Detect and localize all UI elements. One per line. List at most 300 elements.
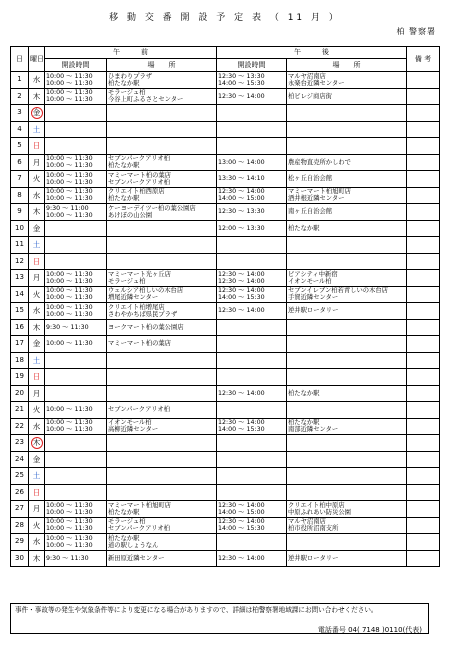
pm-place-cell	[287, 336, 407, 353]
day-cell: 27	[11, 501, 29, 518]
pm-hours-line: 12:30 ～ 14:00	[218, 92, 265, 100]
remarks-cell	[407, 253, 440, 270]
am-place-line: 増尾近隣センター	[108, 294, 159, 302]
am-place-line: 柏たなか駅	[108, 162, 140, 170]
table-row	[11, 435, 440, 452]
pm-place-cell	[287, 72, 407, 89]
am-place-cell	[107, 121, 217, 138]
pm-hours-cell	[217, 352, 287, 369]
pm-place-line: 農産物直売所かしわで	[288, 158, 351, 166]
am-place-cell	[107, 517, 217, 534]
pm-hours-line: 14:00 ～ 15:30	[218, 294, 265, 302]
weekday-cell: 木	[29, 88, 45, 105]
pm-hours-cell	[217, 303, 287, 320]
am-place-line: 道の駅しょうなん	[108, 541, 159, 549]
pm-hours-cell	[217, 72, 287, 89]
am-hours-line: 10:00 ～ 11:30	[46, 155, 93, 163]
table-row	[11, 88, 440, 105]
am-hours-cell	[45, 204, 107, 221]
am-hours-line: 9:30 ～ 11:30	[46, 554, 89, 562]
pm-hours-line: 14:00 ～ 15:00	[218, 195, 265, 203]
police-station-name: 柏 警察署	[396, 27, 436, 36]
pm-hours-line: 12:30 ～ 14:00	[218, 501, 265, 509]
weekday-cell	[29, 105, 45, 122]
day-cell: 25	[11, 468, 29, 485]
pm-place-cell	[287, 237, 407, 254]
pm-place-cell	[287, 385, 407, 402]
day-cell: 22	[11, 418, 29, 435]
table-row	[11, 204, 440, 221]
am-hours-cell	[45, 237, 107, 254]
am-hours-cell	[45, 138, 107, 155]
pm-hours-cell	[217, 451, 287, 468]
am-hours-cell	[45, 270, 107, 287]
am-hours-line: 10:00 ～ 11:30	[46, 287, 93, 295]
am-place-cell	[107, 286, 217, 303]
weekday-cell: 金	[29, 336, 45, 353]
pm-place-cell	[287, 319, 407, 336]
weekday-cell: 水	[29, 303, 45, 320]
pm-place-cell	[287, 286, 407, 303]
pm-place-cell	[287, 369, 407, 386]
header-remarks: 備 考	[407, 47, 440, 72]
remarks-cell	[407, 336, 440, 353]
remarks-cell	[407, 550, 440, 567]
am-place-line: ケーヨーデイツー柏の葉公園店	[108, 204, 196, 212]
am-place-cell	[107, 319, 217, 336]
am-place-line: ヨークマート柏の葉公園店	[108, 323, 184, 331]
remarks-cell	[407, 402, 440, 419]
table-row	[11, 451, 440, 468]
table-row	[11, 253, 440, 270]
day-cell: 26	[11, 484, 29, 501]
remarks-cell	[407, 517, 440, 534]
am-place-cell	[107, 270, 217, 287]
pm-place-cell	[287, 88, 407, 105]
am-place-line: クリエイト柏西原店	[108, 188, 165, 196]
pm-hours-line: 12:30 ～ 14:00	[218, 307, 265, 315]
weekday-cell: 火	[29, 171, 45, 188]
am-hours-line: 10:00 ～ 11:30	[46, 501, 93, 509]
remarks-cell	[407, 451, 440, 468]
am-place-line: 新田原近隣センター	[108, 554, 165, 562]
pm-place-cell	[287, 352, 407, 369]
remarks-cell	[407, 468, 440, 485]
day-cell: 3	[11, 105, 29, 122]
pm-hours-cell	[217, 220, 287, 237]
day-cell: 14	[11, 286, 29, 303]
am-hours-cell	[45, 154, 107, 171]
weekday-cell: 金	[29, 451, 45, 468]
am-hours-line: 10:00 ～ 11:30	[46, 72, 93, 80]
weekday-cell: 土	[29, 468, 45, 485]
pm-hours-cell	[217, 187, 287, 204]
table-row	[11, 369, 440, 386]
am-place-line: マミーマート柏旭町店	[108, 501, 171, 509]
pm-place-cell	[287, 402, 407, 419]
pm-hours-cell	[217, 270, 287, 287]
weekday-cell: 木	[29, 204, 45, 221]
pm-place-line: 酒井根近隣センター	[288, 195, 345, 203]
schedule-table	[10, 46, 440, 567]
weekday-cell: 水	[29, 72, 45, 89]
table-row	[11, 352, 440, 369]
am-place-cell	[107, 369, 217, 386]
am-hours-line: 9:30 ～ 11:30	[46, 323, 89, 331]
pm-hours-cell	[217, 105, 287, 122]
day-cell: 24	[11, 451, 29, 468]
weekday-cell: 月	[29, 385, 45, 402]
day-cell: 28	[11, 517, 29, 534]
am-hours-line: 10:00 ～ 11:30	[46, 270, 93, 278]
pm-place-line: イオンモール柏	[288, 277, 332, 285]
table-row	[11, 187, 440, 204]
table-row	[11, 501, 440, 518]
weekday-cell: 日	[29, 253, 45, 270]
remarks-cell	[407, 270, 440, 287]
am-place-cell	[107, 352, 217, 369]
am-place-cell	[107, 451, 217, 468]
am-place-line: モラージュ柏	[108, 277, 146, 285]
pm-hours-cell	[217, 385, 287, 402]
pm-hours-cell	[217, 534, 287, 551]
pm-hours-line: 12:30 ～ 14:00	[218, 389, 265, 397]
am-hours-cell	[45, 105, 107, 122]
pm-place-line: ピアシティ中新宿	[288, 270, 338, 278]
pm-place-line: マルヤ沼南店	[288, 72, 326, 80]
pm-place-cell	[287, 435, 407, 452]
day-cell: 30	[11, 550, 29, 567]
pm-hours-line: 12:30 ～ 14:00	[218, 270, 265, 278]
am-place-line: モラージュ柏	[108, 518, 146, 526]
am-place-cell	[107, 468, 217, 485]
pm-hours-cell	[217, 88, 287, 105]
remarks-cell	[407, 138, 440, 155]
am-hours-cell	[45, 451, 107, 468]
day-cell: 7	[11, 171, 29, 188]
am-hours-line: 10:00 ～ 11:30	[46, 211, 93, 219]
am-hours-cell	[45, 468, 107, 485]
am-place-cell	[107, 171, 217, 188]
am-hours-cell	[45, 369, 107, 386]
pm-hours-line: 12:30 ～ 14:00	[218, 518, 265, 526]
weekday-cell: 火	[29, 517, 45, 534]
am-place-line: セブンパークアリオ柏	[108, 155, 170, 163]
am-hours-cell	[45, 72, 107, 89]
weekday-cell: 土	[29, 121, 45, 138]
am-hours-cell	[45, 286, 107, 303]
pm-hours-cell	[217, 369, 287, 386]
weekday-cell: 日	[29, 138, 45, 155]
am-place-cell	[107, 237, 217, 254]
pm-place-cell	[287, 121, 407, 138]
pm-hours-cell	[217, 138, 287, 155]
weekday-cell: 月	[29, 270, 45, 287]
am-place-cell	[107, 72, 217, 89]
am-place-line: モラージュ柏	[108, 89, 146, 97]
header-am-hours: 開設時間	[45, 59, 107, 72]
pm-place-cell	[287, 171, 407, 188]
am-place-line: クリエイト柏増尾店	[108, 303, 165, 311]
weekday-cell: 木	[29, 550, 45, 567]
weekday-cell	[29, 435, 45, 452]
am-hours-line: 10:00 ～ 11:30	[46, 162, 93, 170]
am-hours-line: 10:00 ～ 11:30	[46, 518, 93, 526]
weekday-cell: 水	[29, 187, 45, 204]
day-cell: 8	[11, 187, 29, 204]
table-row	[11, 138, 440, 155]
header-pm-hours: 開設時間	[217, 59, 287, 72]
notice-text: 事件・事故等の発生や気象条件等により変更になる場合がありますので、詳細は柏警察署地域課にお問い合わせください。	[15, 606, 378, 614]
pm-hours-cell	[217, 418, 287, 435]
am-hours-line: 10:00 ～ 11:30	[46, 534, 93, 542]
am-place-line: さわやかちば県民プラザ	[108, 310, 178, 318]
am-place-cell	[107, 88, 217, 105]
am-hours-line: 10:00 ～ 11:30	[46, 541, 93, 549]
weekday-cell: 木	[29, 319, 45, 336]
am-place-line: マミーマート光ヶ丘店	[108, 270, 171, 278]
am-hours-line: 10:00 ～ 11:30	[46, 303, 93, 311]
am-hours-line: 10:00 ～ 11:30	[46, 426, 93, 434]
pm-place-line: 逆井駅ロータリー	[288, 307, 339, 315]
remarks-cell	[407, 220, 440, 237]
remarks-cell	[407, 72, 440, 89]
am-place-line: 柏たなか駅	[108, 508, 140, 516]
am-hours-cell	[45, 534, 107, 551]
circled-weekday: 金	[31, 107, 43, 119]
pm-place-cell	[287, 501, 407, 518]
am-hours-line: 10:00 ～ 11:30	[46, 406, 93, 414]
remarks-cell	[407, 121, 440, 138]
am-place-cell	[107, 336, 217, 353]
pm-place-line: 逆井駅ロータリー	[288, 554, 339, 562]
pm-hours-line: 12:30 ～ 13:30	[218, 72, 265, 80]
weekday-cell: 土	[29, 237, 45, 254]
phone-number: 電話番号 04( 7148 )0110(代表)	[317, 626, 422, 634]
header-afternoon: 午 後	[217, 47, 407, 59]
am-hours-line: 10:00 ～ 11:30	[46, 525, 93, 533]
remarks-cell	[407, 369, 440, 386]
pm-place-cell	[287, 418, 407, 435]
header-pm-place: 場 所	[287, 59, 407, 72]
am-place-cell	[107, 187, 217, 204]
pm-hours-cell	[217, 171, 287, 188]
pm-place-line: 柏市役所沼南支所	[288, 525, 339, 533]
pm-hours-line: 12:30 ～ 14:00	[218, 287, 265, 295]
pm-place-cell	[287, 468, 407, 485]
table-row	[11, 237, 440, 254]
pm-place-cell	[287, 105, 407, 122]
remarks-cell	[407, 385, 440, 402]
pm-place-line: 永楽台近隣センター	[288, 79, 345, 87]
table-row	[11, 402, 440, 419]
am-place-cell	[107, 402, 217, 419]
remarks-cell	[407, 534, 440, 551]
pm-hours-line: 13:00 ～ 14:00	[218, 158, 265, 166]
table-row	[11, 72, 440, 89]
day-cell: 21	[11, 402, 29, 419]
weekday-cell: 火	[29, 286, 45, 303]
pm-hours-cell	[217, 484, 287, 501]
am-place-line: 今谷上町ふるさとセンター	[108, 96, 184, 104]
table-row	[11, 171, 440, 188]
am-place-cell	[107, 435, 217, 452]
day-cell: 9	[11, 204, 29, 221]
day-cell: 15	[11, 303, 29, 320]
remarks-cell	[407, 88, 440, 105]
am-hours-line: 10:00 ～ 11:30	[46, 171, 93, 179]
pm-hours-cell	[217, 402, 287, 419]
am-place-line: セブンパークアリオ柏	[108, 406, 170, 414]
am-place-cell	[107, 138, 217, 155]
am-hours-line: 10:00 ～ 11:30	[46, 277, 93, 285]
pm-place-line: 柏たなか駅	[288, 419, 320, 427]
pm-hours-cell	[217, 468, 287, 485]
pm-hours-line: 12:00 ～ 13:30	[218, 224, 265, 232]
am-hours-cell	[45, 336, 107, 353]
remarks-cell	[407, 237, 440, 254]
pm-hours-cell	[217, 501, 287, 518]
day-cell: 19	[11, 369, 29, 386]
day-cell: 12	[11, 253, 29, 270]
am-hours-cell	[45, 121, 107, 138]
day-cell: 10	[11, 220, 29, 237]
pm-hours-cell	[217, 435, 287, 452]
pm-hours-cell	[217, 237, 287, 254]
remarks-cell	[407, 319, 440, 336]
am-hours-line: 10:00 ～ 11:30	[46, 89, 93, 97]
table-row	[11, 105, 440, 122]
am-place-cell	[107, 385, 217, 402]
pm-place-cell	[287, 534, 407, 551]
am-place-line: セブンパークアリオ柏	[108, 178, 170, 186]
pm-place-line: 柏たなか駅	[288, 389, 320, 397]
remarks-cell	[407, 484, 440, 501]
table-row	[11, 270, 440, 287]
am-hours-cell	[45, 385, 107, 402]
pm-hours-line: 12:30 ～ 14:00	[218, 277, 265, 285]
am-place-line: マミーマート柏の葉店	[108, 340, 171, 348]
pm-place-line: セブンイレブン柏若青しいの木台店	[288, 287, 388, 295]
am-hours-line: 10:00 ～ 11:30	[46, 195, 93, 203]
am-hours-line: 10:00 ～ 11:30	[46, 508, 93, 516]
table-row	[11, 550, 440, 567]
am-place-line: マミーマート柏の葉店	[108, 171, 171, 179]
header-day: 日	[11, 47, 29, 72]
pm-hours-cell	[217, 517, 287, 534]
am-place-cell	[107, 154, 217, 171]
am-hours-line: 10:00 ～ 11:30	[46, 188, 93, 196]
pm-hours-cell	[217, 319, 287, 336]
weekday-cell: 火	[29, 402, 45, 419]
pm-hours-cell	[217, 253, 287, 270]
pm-hours-cell	[217, 336, 287, 353]
pm-place-cell	[287, 484, 407, 501]
am-place-cell	[107, 534, 217, 551]
pm-place-cell	[287, 451, 407, 468]
weekday-cell: 金	[29, 220, 45, 237]
remarks-cell	[407, 418, 440, 435]
table-row	[11, 534, 440, 551]
remarks-cell	[407, 187, 440, 204]
pm-hours-line: 12:30 ～ 14:00	[218, 554, 265, 562]
am-hours-line: 10:00 ～ 11:30	[46, 310, 93, 318]
pm-hours-cell	[217, 121, 287, 138]
pm-place-cell	[287, 154, 407, 171]
weekday-cell: 水	[29, 534, 45, 551]
am-hours-line: 10:00 ～ 11:30	[46, 294, 93, 302]
table-row	[11, 286, 440, 303]
table-row	[11, 303, 440, 320]
weekday-cell: 月	[29, 501, 45, 518]
pm-place-line: 手賀近隣センター	[288, 294, 339, 302]
am-place-line: セブンパークアリオ柏	[108, 525, 170, 533]
pm-hours-cell	[217, 550, 287, 567]
pm-place-cell	[287, 270, 407, 287]
am-hours-line: 10:00 ～ 11:30	[46, 96, 93, 104]
am-place-cell	[107, 253, 217, 270]
weekday-cell: 水	[29, 418, 45, 435]
day-cell: 20	[11, 385, 29, 402]
am-place-line: ひまわりプラザ	[108, 72, 153, 80]
day-cell: 6	[11, 154, 29, 171]
remarks-cell	[407, 435, 440, 452]
remarks-cell	[407, 154, 440, 171]
am-hours-cell	[45, 402, 107, 419]
am-hours-cell	[45, 550, 107, 567]
table-row	[11, 121, 440, 138]
day-cell: 16	[11, 319, 29, 336]
am-hours-cell	[45, 352, 107, 369]
am-hours-cell	[45, 220, 107, 237]
am-place-line: イオンモール柏	[108, 419, 152, 427]
am-hours-cell	[45, 187, 107, 204]
pm-hours-cell	[217, 204, 287, 221]
header-morning: 午 前	[45, 47, 217, 59]
am-hours-cell	[45, 88, 107, 105]
day-cell: 2	[11, 88, 29, 105]
am-hours-cell	[45, 517, 107, 534]
am-hours-cell	[45, 501, 107, 518]
remarks-cell	[407, 171, 440, 188]
remarks-cell	[407, 352, 440, 369]
document-title: 移 動 交 番 開 設 予 定 表 （ 11 月 ）	[109, 13, 341, 23]
pm-place-line: 南ヶ丘自治会館	[288, 208, 333, 216]
am-hours-cell	[45, 171, 107, 188]
pm-place-line: 中原ふれあい防災公園	[288, 508, 351, 516]
pm-place-cell	[287, 204, 407, 221]
pm-hours-cell	[217, 286, 287, 303]
pm-hours-line: 12:30 ～ 14:00	[218, 419, 265, 427]
table-row	[11, 484, 440, 501]
pm-place-line: マミーマート柏旭町店	[288, 188, 351, 196]
table-row	[11, 418, 440, 435]
pm-hours-line: 12:30 ～ 13:30	[218, 208, 265, 216]
am-hours-line: 10:00 ～ 11:30	[46, 79, 93, 87]
pm-hours-cell	[217, 154, 287, 171]
pm-hours-line: 13:30 ～ 14:10	[218, 175, 265, 183]
pm-place-line: 柏ビレジ商店街	[288, 92, 332, 100]
day-cell: 5	[11, 138, 29, 155]
pm-place-cell	[287, 187, 407, 204]
day-cell: 18	[11, 352, 29, 369]
weekday-cell: 土	[29, 352, 45, 369]
day-cell: 17	[11, 336, 29, 353]
weekday-cell: 月	[29, 154, 45, 171]
pm-hours-line: 14:00 ～ 15:00	[218, 508, 265, 516]
am-place-cell	[107, 303, 217, 320]
weekday-cell: 日	[29, 369, 45, 386]
